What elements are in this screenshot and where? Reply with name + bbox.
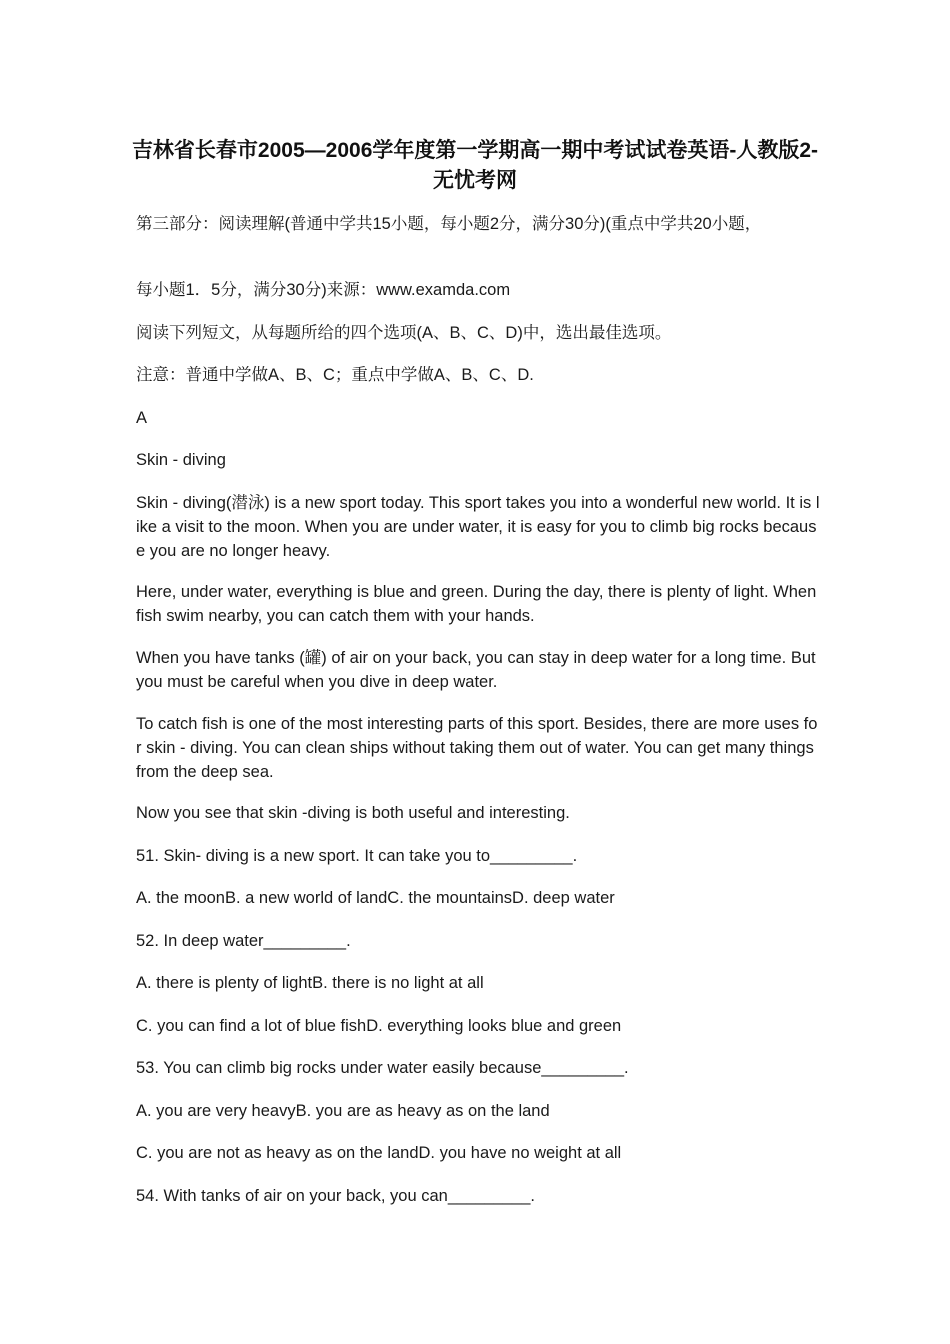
note-line: 注意：普通中学做A、B、C；重点中学做A、B、C、D.	[136, 366, 534, 384]
question-53: 53. You can climb big rocks under water easily because_________.	[136, 1059, 629, 1077]
passage-paragraph: When you have tanks (罐) of air on your back, you can stay in deep water for a long time. But you must be careful when you dive in deep water.	[136, 649, 816, 691]
passage-paragraph: Skin - diving(潜泳) is a new sport today. This sport takes you into a wonderful new world. It is like a visit to the moon. When you are under water, it is easy for you to climb big rocks because you are no longer heavy.	[136, 494, 820, 560]
question-53-options-ab: A. you are very heavyB. you are as heavy as on the land	[136, 1102, 550, 1120]
passage-paragraph: To catch fish is one of the most interesting parts of this sport. Besides, there are more uses for skin - diving. You can clean ships without taking them out of water. You can get many things from the deep sea.	[136, 715, 818, 781]
question-51-options: A. the moonB. a new world of landC. the mountainsD. deep water	[136, 889, 615, 907]
question-52-options-cd: C. you can find a lot of blue fishD. everything looks blue and green	[136, 1017, 622, 1035]
reading-directions: 阅读下列短文，从每题所给的四个选项(A、B、C、D)中，选出最佳选项。	[136, 324, 672, 342]
passage-title: Skin - diving	[136, 451, 226, 469]
section-instruction: 第三部分：阅读理解(普通中学共15小题，每小题2分，满分30分)(重点中学共20小题，	[136, 215, 762, 233]
passage-paragraph: Now you see that skin -diving is both useful and interesting.	[136, 804, 570, 822]
passage-label: A	[136, 409, 148, 427]
question-53-options-cd: C. you are not as heavy as on the landD. you have no weight at all	[136, 1144, 622, 1162]
document-title: 吉林省长春市2005—2006学年度第一学期高一期中考试试卷英语-人教版2-无忧考网	[131, 139, 819, 192]
passage-paragraph: Here, under water, everything is blue and green. During the day, there is plenty of light. When fish swim nearby, you can catch them with your hands.	[136, 583, 817, 625]
section-instruction-source: 每小题1．5分，满分30分)来源：www.examda.com	[136, 281, 511, 299]
question-51: 51. Skin- diving is a new sport. It can take you to_________.	[136, 847, 578, 865]
question-52-options-ab: A. there is plenty of lightB. there is no light at all	[136, 974, 484, 992]
question-52: 52. In deep water_________.	[136, 932, 351, 950]
question-54: 54. With tanks of air on your back, you can_________.	[136, 1187, 535, 1205]
